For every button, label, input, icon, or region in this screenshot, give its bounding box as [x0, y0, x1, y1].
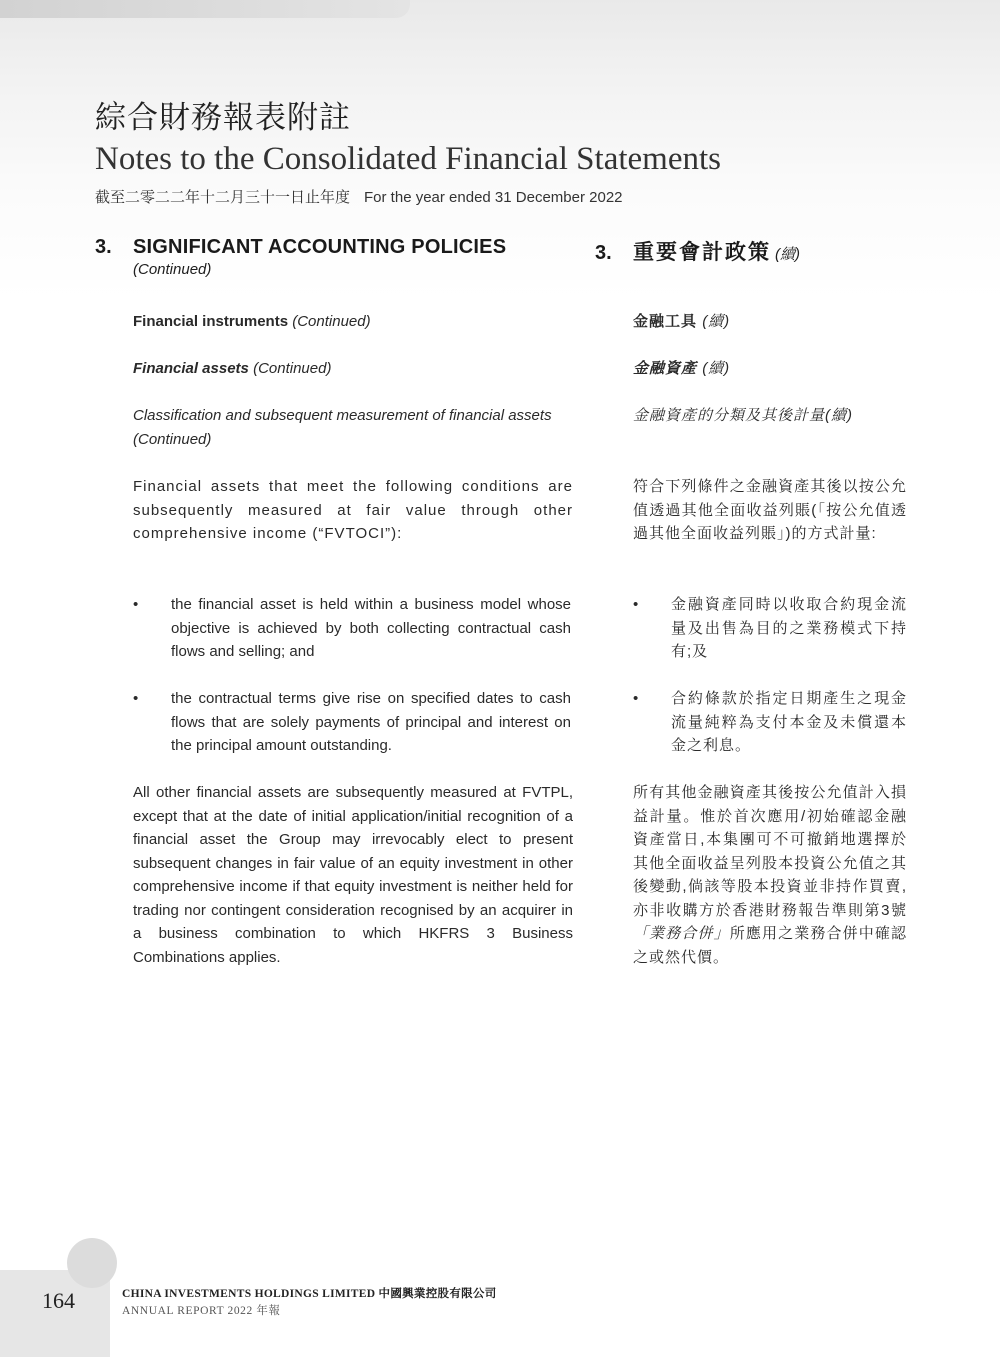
classification-continued-en: (Continued)	[133, 430, 212, 448]
section-title-zh: 重要會計政策	[633, 241, 771, 264]
bullet-dot: •	[633, 690, 639, 707]
fi-continued-zh: (續)	[702, 313, 731, 330]
subheading-classification-en	[133, 404, 573, 451]
bullet-dot: •	[133, 596, 139, 613]
chinese-column	[595, 236, 907, 966]
subtitle-zh: 截至二零二二年十二月三十一日止年度	[95, 189, 351, 206]
section-title-en: SIGNIFICANT ACCOUNTING POLICIES	[133, 236, 507, 258]
para2-part-c-zh: 所應用之業務合併中確認之或然代價。	[633, 925, 907, 966]
bullet-text-2-en: the contractual terms give rise on specified dates to cash flows that are solely payments of principal and interest on the principal amount outstanding.	[171, 690, 571, 754]
section-number-zh: 3.	[595, 242, 612, 264]
classification-line-en: Classification and subsequent measurement of financial assets	[133, 407, 552, 424]
company-name: CHINA INVESTMENTS HOLDINGS LIMITED 中國興業控股有限公司	[122, 1288, 497, 1300]
fa-label-zh: 金融資產	[633, 360, 698, 377]
fa-continued-zh: (續)	[702, 360, 731, 377]
english-column	[95, 236, 573, 966]
fi-continued-en: (Continued)	[292, 313, 371, 330]
section-number-en: 3.	[95, 236, 112, 258]
fa-continued-en: (Continued)	[253, 360, 332, 377]
bullet-text-2-zh: 合約條款於指定日期產生之現金流量純粹為支付本金及未償還本金之利息。	[671, 690, 907, 754]
subheading-financial-instruments-zh	[633, 310, 907, 334]
header-decoration-strip	[0, 0, 410, 18]
subheading-financial-assets-en	[133, 357, 573, 381]
paragraph-fvtpl-en: All other financial assets are subsequently measured at FVTPL, except that at the date of initial application/initial recognition of a financial asset the Group may irrevocably elect to present subsequent changes in fair value of an equity investment in other comprehensive income if that equity investment is neither held for trading nor contingent consideration recognised by an acquirer in a business combination to which HKFRS 3 Business Combinations applies.	[133, 784, 573, 966]
section-heading-en	[95, 236, 573, 259]
fi-label-zh: 金融工具	[633, 313, 698, 330]
annual-report-label: ANNUAL REPORT 2022 年報	[122, 1305, 281, 1317]
subheading-financial-assets-zh	[633, 357, 907, 381]
section-continued-zh: (續)	[775, 246, 800, 263]
page-title-en: Notes to the Consolidated Financial Statements	[95, 141, 721, 177]
subheading-financial-instruments-en	[133, 310, 573, 334]
para2-business-combinations-zh: 「業務合併」	[633, 925, 730, 942]
subheading-classification-zh: 金融資產的分類及其後計量(續)	[633, 407, 853, 424]
page-number: 164	[42, 1288, 75, 1313]
section-continued-en: (Continued)	[133, 261, 212, 278]
footer-company	[122, 1285, 497, 1318]
subtitle-en: For the year ended 31 December 2022	[364, 189, 623, 206]
bullet-text-1-en: the financial asset is held within a business model whose objective is achieved by both collecting contractual cash flows and selling; and	[171, 596, 571, 660]
paragraph-fvtoci-en: Financial assets that meet the following conditions are subsequently measured at fair value through other comprehensive income (“FVTOCI”):	[133, 478, 573, 542]
paragraph-fvtoci-zh: 符合下列條件之金融資產其後以按公允值透過其他全面收益列賬(「按公允值透過其他全面收益列賬」)的方式計量:	[633, 478, 907, 542]
bullet-text-1-zh: 金融資產同時以收取合約現金流量及出售為目的之業務模式下持有;及	[671, 596, 907, 660]
bullet-dot: •	[633, 596, 639, 613]
page-header	[95, 96, 955, 207]
fa-label-en: Financial assets	[133, 360, 249, 377]
paragraph-fvtpl-zh	[633, 781, 907, 969]
page-title-zh: 綜合財務報表附註	[95, 100, 351, 136]
section-heading-zh	[595, 236, 907, 266]
bullet-dot: •	[133, 690, 139, 707]
para2-part-a-zh: 所有其他金融資產其後按公允值計入損益計量。惟於首次應用/初始確認金融資產當日,本集團可不可撤銷地選擇於其他全面收益呈列股本投資公允值之其後變動,倘該等股本投資並非持作買賣,亦非收購方於香港財務報告準則第3號	[633, 784, 907, 919]
footer-circle-decoration	[67, 1238, 117, 1288]
fi-label-en: Financial instruments	[133, 313, 289, 330]
page-subtitle	[95, 186, 955, 207]
